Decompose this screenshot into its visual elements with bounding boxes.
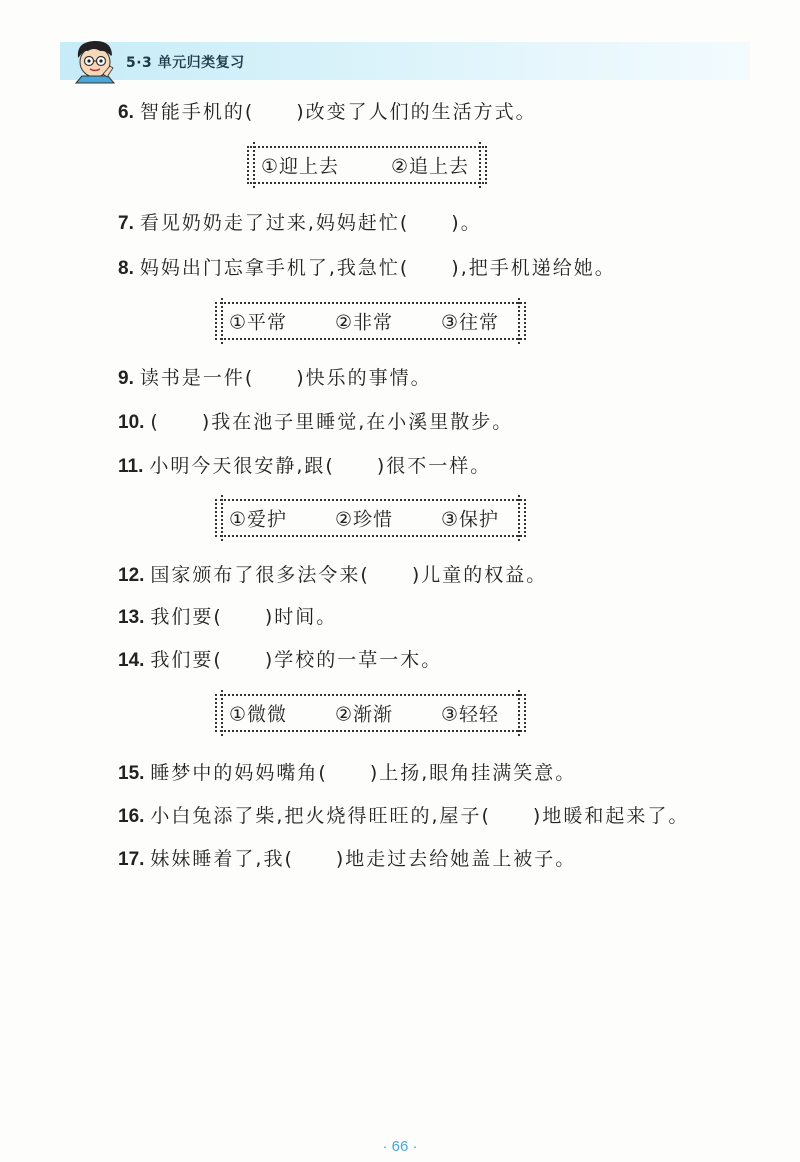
question-12: [118, 560, 547, 587]
question-9: [118, 363, 432, 390]
question-8: [118, 253, 616, 280]
question-text: ( )我在池子里睡觉,在小溪里散步。: [150, 411, 514, 433]
question-number: 6.: [118, 102, 134, 123]
page-number: · 66 ·: [382, 1138, 418, 1155]
option-2: ②渐渐: [335, 703, 394, 726]
question-text: 妈妈出门忘拿手机了,我急忙( ),把手机递给她。: [139, 257, 616, 279]
question-number: 13.: [118, 607, 145, 628]
section-title: 5·3 单元归类复习: [126, 55, 245, 71]
question-number: 9.: [118, 368, 134, 389]
question-number: 17.: [118, 849, 145, 870]
options-box-3: [215, 499, 526, 537]
options-box-4: [215, 694, 526, 732]
question-number: 11.: [118, 456, 144, 477]
question-13: [118, 602, 337, 629]
question-number: 16.: [118, 806, 145, 827]
question-17: [118, 844, 576, 871]
question-text: 睡梦中的妈妈嘴角( )上扬,眼角挂满笑意。: [150, 762, 577, 784]
question-text: 看见奶奶走了过来,妈妈赶忙( )。: [139, 212, 482, 234]
option-1: ①平常: [229, 311, 288, 334]
question-7: [118, 208, 482, 235]
option-2: ②非常: [335, 311, 394, 334]
options-box-1: [247, 146, 487, 184]
question-number: 14.: [118, 650, 145, 671]
question-number: 10.: [118, 412, 145, 433]
question-11: [118, 451, 491, 478]
question-text: 我们要( )时间。: [150, 606, 338, 628]
question-number: 8.: [118, 258, 134, 279]
question-14: [118, 645, 442, 672]
option-1: ①微微: [229, 703, 288, 726]
boy-mascot-icon: [70, 36, 120, 84]
question-number: 15.: [118, 763, 145, 784]
option-3: ③往常: [441, 311, 500, 334]
question-15: [118, 758, 576, 785]
question-text: 国家颁布了很多法令来( )儿童的权益。: [150, 564, 548, 586]
question-text: 我们要( )学校的一草一木。: [150, 649, 443, 671]
option-3: ③保护: [441, 508, 500, 531]
question-number: 12.: [118, 565, 145, 586]
option-3: ③轻轻: [441, 703, 500, 726]
question-text: 智能手机的( )改变了人们的生活方式。: [139, 101, 537, 123]
question-6: [118, 97, 537, 124]
question-text: 读书是一件( )快乐的事情。: [139, 367, 432, 389]
question-text: 小白兔添了柴,把火烧得旺旺的,屋子( )地暖和起来了。: [150, 805, 690, 827]
question-text: 妹妹睡着了,我( )地走过去给她盖上被子。: [150, 848, 577, 870]
question-16: [118, 801, 689, 828]
question-number: 7.: [118, 213, 134, 234]
options-box-2: [215, 302, 526, 340]
question-10: [118, 407, 513, 434]
option-1: ①爱护: [229, 508, 288, 531]
option-2: ②追上去: [391, 155, 470, 178]
option-1: ①迎上去: [261, 155, 340, 178]
question-text: 小明今天很安静,跟( )很不一样。: [149, 455, 492, 477]
option-2: ②珍惜: [335, 508, 394, 531]
